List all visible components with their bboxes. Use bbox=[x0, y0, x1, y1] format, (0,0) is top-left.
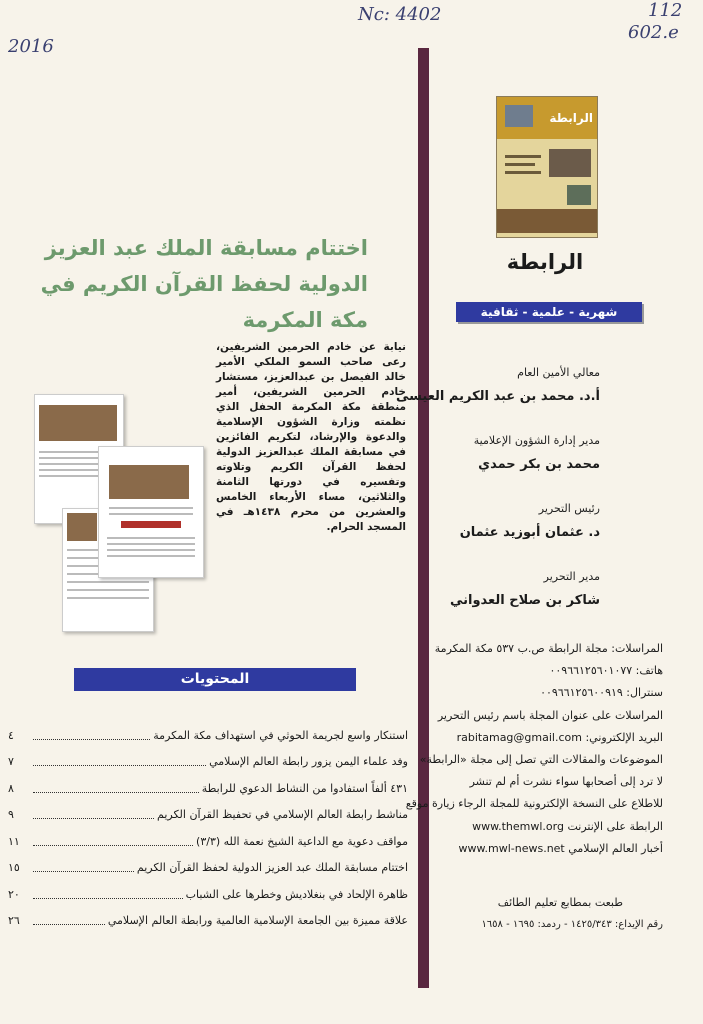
handwritten-number: 112 bbox=[648, 0, 683, 21]
contact-line: لا ترد إلى أصحابها سواء نشرت أم لم تنشر bbox=[469, 775, 663, 789]
staff-name: د. عثمان أبوزيد عثمان bbox=[459, 525, 600, 540]
staff-managing-editor bbox=[450, 570, 600, 608]
handwritten-code: 602.e bbox=[628, 22, 679, 43]
contents-heading: المحتويات bbox=[74, 668, 356, 691]
staff-role: رئيس التحرير bbox=[538, 502, 600, 515]
staff-name: أ.د. محمد بن عبد الكريم العيسى bbox=[396, 389, 600, 404]
toc-item[interactable] bbox=[8, 722, 408, 749]
contact-info bbox=[405, 638, 663, 860]
feature-lead: نيابة عن خادم الحرمين الشريفين، رعى صاحب السمو الملكي الأمير خالد الفيصل بن عبدالعزيز، مستشار خادم الحرمين الشريفين، أمير منطقة مكة المكرمة الحفل الذي نظمته وزارة الشؤون الإسلامية والدعوة والإرشاد، لتكريم الفائزين في مسابقة الملك عبدالعزيز الدولية لحفظ القرآن الكريم وتلاوته وتفسيره في دورتها الثامنة والثلاثين، مساء الأربعاء الخامس والعشرين من محرم ١٤٣٨هـ في المسجد الحرام. bbox=[216, 341, 406, 533]
toc-item-page: ٢٦ bbox=[8, 914, 20, 928]
staff-editor-in-chief bbox=[460, 502, 600, 540]
article-page-thumbnail bbox=[98, 446, 204, 578]
toc-item-title: مناشط رابطة العالم الإسلامي في تحفيظ القرآن الكريم bbox=[157, 808, 408, 822]
handwritten-year: 2016 bbox=[8, 36, 54, 57]
toc-item-page: ٩ bbox=[8, 808, 14, 822]
staff-role: مدير التحرير bbox=[543, 570, 600, 583]
deposit-number: رقم الإيداع: ١٤٢٥/٣٤٣ - ردمد: ١٦٩٥ - ١٦٥٨ bbox=[481, 919, 663, 930]
toc-item-title: ٤٣١ ألفاً استفادوا من النشاط الدعوي للرابطة bbox=[201, 781, 408, 795]
toc-item[interactable] bbox=[8, 855, 408, 882]
toc-item[interactable] bbox=[8, 828, 408, 855]
magazine-cover-thumbnail bbox=[496, 96, 598, 238]
toc-item[interactable] bbox=[8, 749, 408, 776]
toc-item-page: ٧ bbox=[8, 755, 14, 769]
toc-item[interactable] bbox=[8, 881, 408, 908]
toc-item-title: اختتام مسابقة الملك عبد العزيز الدولية لحفظ القرآن الكريم bbox=[136, 861, 408, 875]
toc-item-title: وفد علماء اليمن يزور رابطة العالم الإسلامي bbox=[209, 755, 408, 769]
contact-news-website: أخبار العالم الإسلامي www.mwl-news.net bbox=[458, 841, 663, 855]
toc-item-page: ١٥ bbox=[8, 861, 20, 875]
handwritten-ref: Nc: 4402 bbox=[358, 4, 442, 25]
toc-item[interactable] bbox=[8, 775, 408, 802]
contact-switchboard: سنترال: ٠٠٩٦٦١٢٥٦٠٠٩١٩ bbox=[540, 686, 663, 700]
cover-title: الرابطة bbox=[549, 111, 593, 125]
feature-headline: اختتام مسابقة الملك عبد العزيز الدولية لحفظ القرآن الكريم في مكة المكرمة bbox=[40, 236, 368, 332]
toc-item[interactable] bbox=[8, 802, 408, 829]
contact-line: المراسلات: مجلة الرابطة ص.ب ٥٣٧ مكة المكرمة bbox=[434, 642, 663, 655]
toc-item-page: ٢٠ bbox=[8, 887, 20, 901]
magazine-tagline: شهرية - علمية - ثقافية bbox=[456, 302, 642, 322]
contact-line: المراسلات على عنوان المجلة باسم رئيس التحرير bbox=[437, 708, 663, 722]
contact-website: الرابطة على الإنترنت www.themwl.org bbox=[472, 819, 663, 833]
contact-line: للاطلاع على النسخة الإلكترونية للمجلة الرجاء زيارة موقع bbox=[405, 797, 663, 811]
toc-item[interactable] bbox=[8, 908, 408, 935]
contact-email: البريد الإلكتروني: rabitamag@gmail.com bbox=[456, 730, 663, 744]
toc-item-title: مواقف دعوية مع الداعية الشيخ نعمة الله (٣/٣) bbox=[196, 834, 408, 848]
toc-item-page: ١١ bbox=[8, 834, 20, 848]
toc-item-page: ٨ bbox=[8, 781, 14, 795]
toc-item-page: ٤ bbox=[8, 728, 14, 742]
staff-name: محمد بن بكر حمدي bbox=[478, 457, 600, 472]
staff-role: معالي الأمين العام bbox=[517, 366, 600, 379]
staff-role: مدير إدارة الشؤون الإعلامية bbox=[473, 434, 600, 447]
magazine-name: الرابطة bbox=[506, 250, 584, 274]
table-of-contents bbox=[8, 722, 408, 934]
staff-secretary-general bbox=[396, 366, 600, 404]
toc-item-title: ظاهرة الإلحاد في بنغلاديش وخطرها على الشباب bbox=[185, 887, 408, 901]
staff-media-director bbox=[474, 434, 600, 472]
contact-line: الموضوعات والمقالات التي تصل إلى مجلة «الرابطة» bbox=[419, 753, 663, 767]
printer-note: طبعت بمطابع تعليم الطائف bbox=[497, 896, 623, 909]
toc-item-title: استنكار واسع لجريمة الحوثي في استهداف مكة المكرمة bbox=[153, 728, 408, 742]
toc-item-title: علاقة مميزة بين الجامعة الإسلامية العالمية ورابطة العالم الإسلامي bbox=[107, 914, 408, 928]
staff-name: شاكر بن صلاح العدواني bbox=[449, 593, 600, 608]
contact-phone: هاتف: ٠٠٩٦٦١٢٥٦٠١٠٧٧ bbox=[549, 664, 663, 678]
